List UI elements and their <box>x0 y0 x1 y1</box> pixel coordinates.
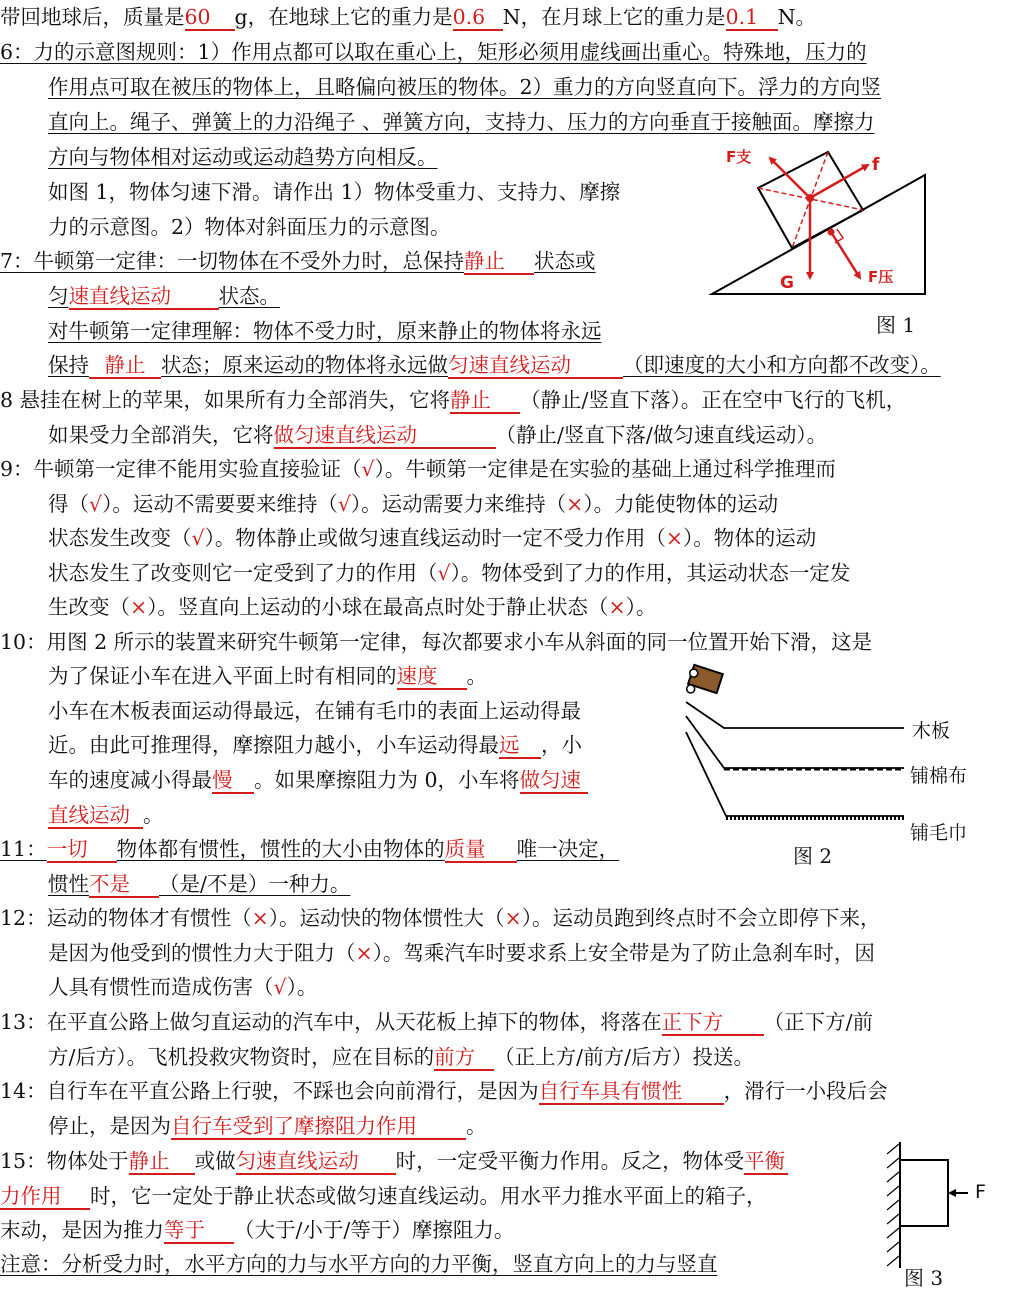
line-q15-3: 末动，是因为推力等于 （大于/小于/等于）摩擦阻力。 <box>0 1218 515 1242</box>
line-q7-4: 保持 静止 状态；原来运动的物体将永远做匀速直线运动 （即速度的大小和方向都不改变）。 <box>48 353 941 377</box>
line-q11-1: 11：一切 物体都有惯性，惯性的大小由物体的质量 唯一决定， <box>0 837 620 861</box>
answer-front: 前方 <box>434 1045 494 1071</box>
label-gravity: G <box>780 273 794 293</box>
line-q8-2: 如果受力全部消失，它将做匀速直线运动 （静止/竖直下落/做匀速直线运动）。 <box>48 423 828 447</box>
line-q9-5: 生改变（×）。竖直向上运动的小球在最高点时处于静止状态（×）。 <box>48 595 657 619</box>
box <box>900 1160 948 1226</box>
line-q9-3: 状态发生改变（√）。物体静止或做匀速直线运动时一定不受力作用（×）。物体的运动 <box>48 526 817 550</box>
answer-earth-gravity: 0.6 <box>453 5 503 31</box>
answer-balance-1: 平衡 <box>744 1149 788 1175</box>
line-q6-4: 方向与物体相对运动或运动趋势方向相反。 <box>48 145 438 169</box>
answer-moon-gravity: 0.1 <box>726 5 778 31</box>
line-q8-1: 8 悬挂在树上的苹果，如果所有力全部消失，它将静止 （静止/竖直下落）。正在空中飞行的飞机， <box>0 388 907 412</box>
pressure-arrow <box>831 232 860 278</box>
answer-all: 一切 <box>47 837 117 863</box>
answer-equal: 等于 <box>164 1218 234 1244</box>
mark-1: √ <box>361 457 375 481</box>
answer-q15-uniform: 匀速直线运动 <box>236 1149 396 1175</box>
line-note: 注意：分析受力时，水平方向的力与水平方向的力平衡，竖直方向上的力与竖直 <box>0 1252 718 1276</box>
label-f-friction: f <box>872 155 880 175</box>
answer-mass-2: 质量 <box>445 837 517 863</box>
line-q7-3: 对牛顿第一定律理解：物体不受力时，原来静止的物体将永远 <box>48 319 602 343</box>
line-q12-3: 人具有惯性而造成伤害（√）。 <box>48 975 318 999</box>
line-q7-1: 7：牛顿第一定律：一切物体在不受外力时，总保持静止 状态或 <box>0 249 596 273</box>
line-q10-5: 车的速度减小得最慢 。如果摩擦阻力为 0，小车将做匀速 <box>48 765 588 795</box>
line-q15-1: 15：物体处于静止 或做匀速直线运动 时，一定受平衡力作用。反之，物体受平衡 <box>0 1146 788 1176</box>
line-q6-2: 作用点可取在被压的物体上，且略偏向被压的物体。2）重力的方向竖直向下。浮力的方向竖 <box>48 75 882 99</box>
line-q14-2: 停止，是因为自行车受到了摩擦阻力作用 。 <box>48 1114 487 1138</box>
answer-not: 不是 <box>89 872 159 898</box>
answer-uniform-motion: 速直线运动 <box>69 284 219 310</box>
answer-apple: 静止 <box>450 388 520 414</box>
figure-2 <box>672 660 912 850</box>
line-q10-6: 直线运动 。 <box>48 803 164 827</box>
line-q6-1: 6：力的示意图规则：1）作用点都可以取在重心上，矩形必须用虚线画出重心。特殊地，压力的 <box>0 40 867 64</box>
toy-car <box>684 664 723 701</box>
line-q10-3: 小车在木板表面运动得最远，在铺有毛巾的表面上运动得最 <box>48 699 581 723</box>
track-board <box>686 702 904 728</box>
answer-speed: 速度 <box>397 664 467 690</box>
answer-static: 静止 <box>464 249 534 275</box>
label-towel: 铺毛巾 <box>910 822 968 844</box>
figure-3-caption: 图 3 <box>904 1266 944 1290</box>
label-f-pressure: F压 <box>868 268 894 286</box>
line-q14-1: 14：自行车在平直公路上行驶，不踩也会向前滑行，是因为自行车具有惯性 ，滑行一小段后会 <box>0 1079 888 1103</box>
label-f-support: F支 <box>726 148 752 166</box>
answer-bike-inertia: 自行车具有惯性 <box>539 1079 724 1105</box>
answer-far: 远 <box>499 733 541 759</box>
answer-uniform-2: 直线运动 <box>48 803 143 829</box>
line-q12-2: 是因为他受到的惯性力大于阻力（×）。驾乘汽车时要求系上安全带是为了防止急刹车时，因 <box>48 941 875 965</box>
figure-1 <box>700 140 940 300</box>
line-q10-4: 近。由此可推理得，摩擦阻力越小，小车运动得最远 ，小 <box>48 733 582 757</box>
line-q9-2: 得（√）。运动不需要要来维持（√）。运动需要力来维持（×）。力能使物体的运动 <box>48 492 779 516</box>
answer-slow: 慢 <box>212 768 254 794</box>
line-q5-end: 带回地球后，质量是60 g，在地球上它的重力是0.6 N，在月球上它的重力是0.1 N。 <box>0 5 816 29</box>
figure-1-caption: 图 1 <box>876 313 916 337</box>
answer-below: 正下方 <box>662 1010 764 1036</box>
figure-2-caption: 图 2 <box>793 844 833 868</box>
wall-hatching <box>887 1144 899 1266</box>
answer-plane: 做匀速直线运动 <box>274 423 496 449</box>
answer-bike-friction: 自行车受到了摩擦阻力作用 <box>171 1114 466 1140</box>
answer-q15-static: 静止 <box>129 1149 195 1175</box>
label-board: 木板 <box>912 720 951 742</box>
answer-keep-static: 静止 <box>89 353 161 379</box>
track-towel-slope <box>686 732 904 816</box>
line-q13-2: 方/后方）。飞机投救灾物资时，应在目标的前方 （正上方/前方/后方）投送。 <box>48 1045 754 1069</box>
line-q6-6: 力的示意图。2）物体对斜面压力的示意图。 <box>48 215 451 239</box>
answer-uniform-1: 做匀速 <box>520 768 588 794</box>
line-q9-4: 状态发生了改变则它一定受到了力的作用（√）。物体受到了力的作用，其运动状态一定发 <box>48 561 851 585</box>
answer-balance-2: 力作用 <box>0 1184 90 1210</box>
line-q7-2: 匀速直线运动 状态。 <box>48 284 280 308</box>
line-q10-1: 10：用图 2 所示的装置来研究牛顿第一定律，每次都要求小车从斜面的同一位置开始下滑，这是 <box>0 630 873 654</box>
line-q15-2: 力作用 时，它一定处于静止状态或做匀速直线运动。用水平力推水平面上的箱子， <box>0 1184 767 1208</box>
line-q9-1: 9：牛顿第一定律不能用实验直接验证（√）。牛顿第一定律是在实验的基础上通过科学推理而 <box>0 457 836 481</box>
line-q6-5: 如图 1，物体匀速下滑。请作出 1）物体受重力、支持力、摩擦 <box>48 180 621 204</box>
label-cotton: 铺棉布 <box>910 765 968 787</box>
answer-mass: 60 <box>185 5 235 31</box>
label-force: F <box>975 1181 986 1203</box>
figure-3 <box>882 1140 992 1270</box>
line-q12-1: 12：运动的物体才有惯性（×）。运动快的物体惯性大（×）。运动员跑到终点时不会立即停下来， <box>0 906 881 930</box>
answer-keep-uniform: 匀速直线运动 <box>448 353 623 379</box>
line-q10-2: 为了保证小车在进入平面上时有相同的速度 。 <box>48 664 487 688</box>
line-q11-2: 惯性不是 （是/不是）一种力。 <box>48 872 351 896</box>
line-q6-3: 直向上。绳子、弹簧上的力沿绳子 、弹簧方向，支持力、压力的方向垂直于接触面。摩擦力 <box>48 110 875 134</box>
push-arrow-head <box>948 1189 956 1197</box>
line-q13-1: 13：在平直公路上做匀直运动的汽车中，从天花板上掉下的物体，将落在正下方 （正下方/前 <box>0 1010 874 1034</box>
